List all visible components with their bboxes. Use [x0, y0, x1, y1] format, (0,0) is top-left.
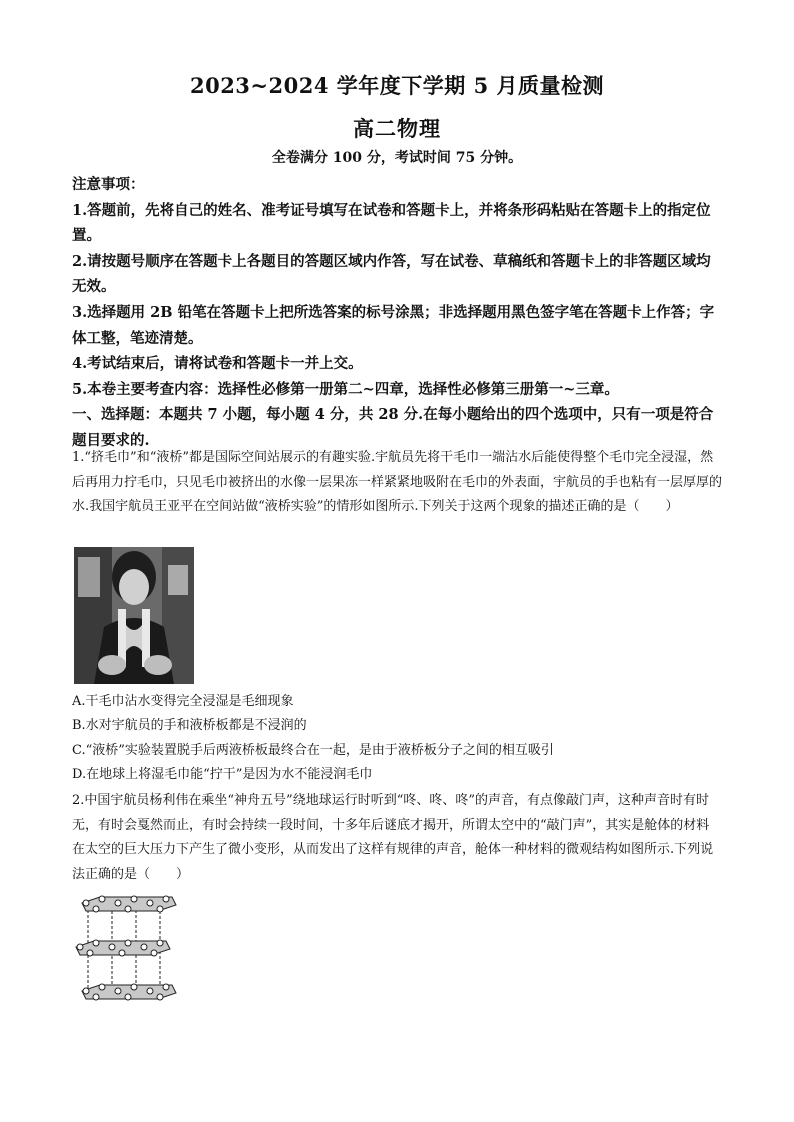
note-item: 1.答题前，先将自己的姓名、准考证号填写在试卷和答题卡上，并将条形码粘贴在答题卡上的指定位置。	[72, 201, 711, 245]
option-d: D.在地球上将湿毛巾能“拧干”是因为水不能浸润毛巾	[72, 766, 373, 782]
question-1-options	[72, 690, 722, 787]
lattice-layer-middle	[76, 940, 170, 956]
question-1-stem: 1.“挤毛巾”和“液桥”都是国际空间站展示的有趣实验.宇航员先将干毛巾一端沾水后能使得整个毛巾完全浸湿，然后再用力拧毛巾，只见毛巾被挤出的水像一层果冻一样紧紧地吸附在毛巾的外表面，宇航员的手也粘有一层厚厚的水.我国宇航员王亚平在空间站做“液桥实验”的情形如图所示.下列关于这两个现象的描述正确的是（ ）	[72, 450, 723, 514]
subject-title: 高二物理	[353, 116, 441, 141]
question-2	[72, 789, 722, 887]
liquid-bridge-photo	[74, 547, 194, 684]
notes-heading: 注意事项：	[72, 176, 145, 193]
question-2-stem: 2.中国宇航员杨利伟在乘坐“神舟五号”绕地球运行时听到“咚、咚、咚”的声音，有点像敲门声，这种声音时有时无，有时会戛然而止，有时会持续一段时间，十多年后谜底才揭开，所谓太空中的“敲门声”，其实是舱体的材料在太空的巨大压力下产生了微小变形，从而发出了这样有规律的声音，舱体一种材料的微观结构如图所示.下列说法正确的是（ ）	[72, 793, 714, 882]
note-item: 5.本卷主要考查内容：选择性必修第一册第二~四章，选择性必修第三册第一~三章。	[72, 380, 619, 398]
option-a: A.干毛巾沾水变得完全浸湿是毛细现象	[72, 694, 294, 709]
option-c: C.“液桥”实验装置脱手后两液桥板最终合在一起，是由于液桥板分子之间的相互吸引	[72, 742, 554, 758]
lattice-layer-top	[82, 896, 176, 912]
score-time-line: 全卷满分 100 分，考试时间 75 分钟。	[271, 150, 523, 166]
section-heading: 一、选择题：本题共 7 小题，每小题 4 分，共 28 分.在每小题给出的四个选项中，只有一项是符合题目要求的.	[72, 406, 714, 449]
graphite-lattice-diagram	[72, 891, 184, 1009]
notes-section	[72, 172, 722, 454]
note-item: 3.选择题用 2B 铅笔在答题卡上把所选答案的标号涂黑；非选择题用黑色签字笔在答题卡上作答；字体工整，笔迹清楚。	[72, 303, 715, 347]
option-b: B.水对宇航员的手和液桥板都是不浸润的	[72, 718, 307, 734]
note-item: 4.考试结束后，请将试卷和答题卡一并上交。	[72, 355, 363, 373]
exam-title: 2023~2024 学年度下学期 5 月质量检测	[189, 73, 605, 98]
question-1	[72, 446, 722, 520]
note-item: 2.请按题号顺序在答题卡上各题目的答题区域内作答，写在试卷、草稿纸和答题卡上的非答题区域均无效。	[72, 252, 711, 296]
lattice-layer-bottom	[82, 984, 176, 1000]
